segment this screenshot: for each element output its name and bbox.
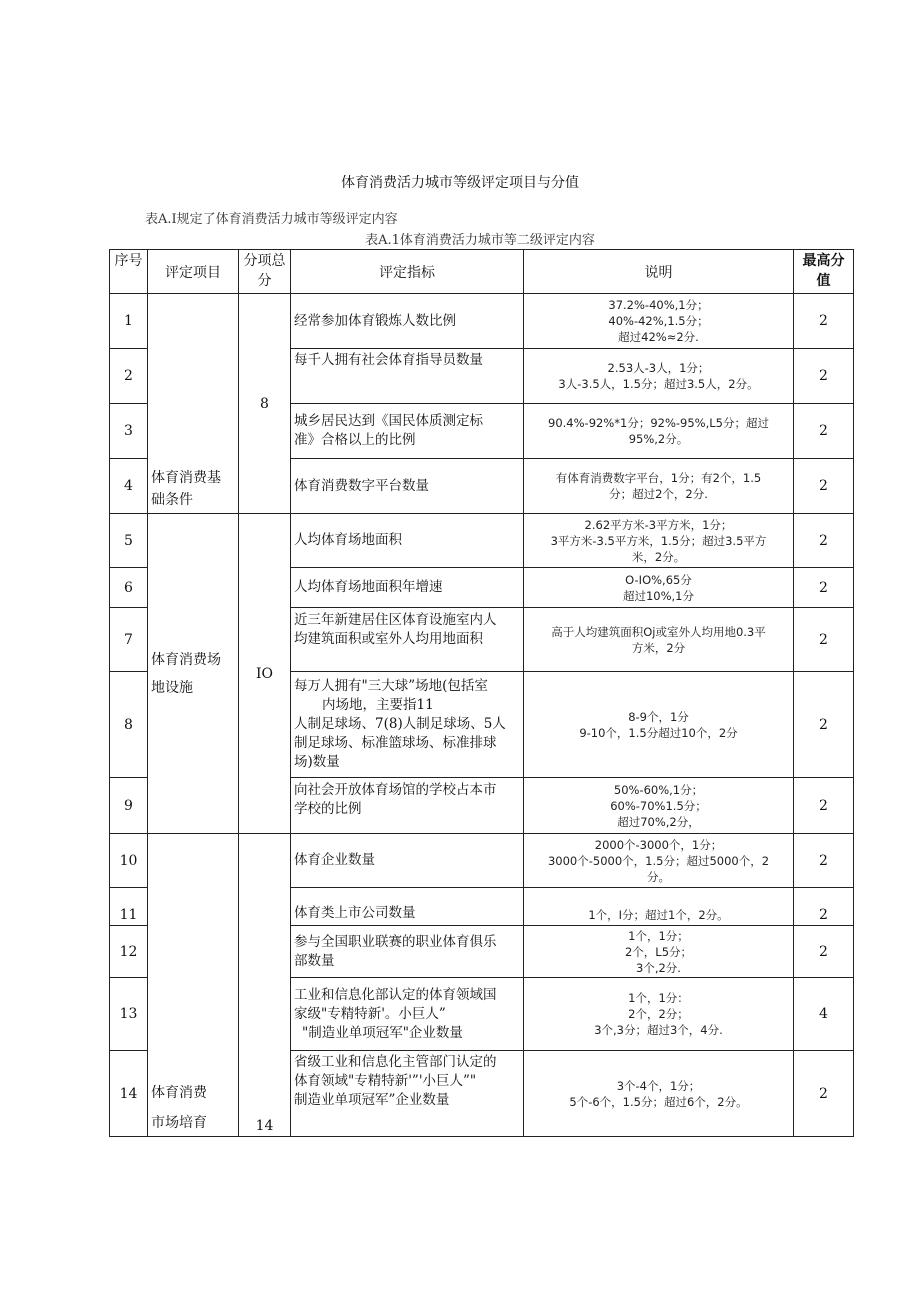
desc-cell: 8-9个，1分 9-10个，1.5分超过10个，2分 <box>524 672 794 778</box>
max-score: 2 <box>794 568 854 608</box>
desc-cell: 1个，I分；超过1个，2分。 <box>524 888 794 926</box>
row-no: 9 <box>110 778 148 834</box>
indicator-cell: 经常参加体育锻炼人数比例 <box>291 294 524 349</box>
header-desc: 说明 <box>524 250 794 294</box>
row-no: 7 <box>110 608 148 672</box>
desc-cell: 2000个-3000个，1分； 3000个-5000个，1.5分；超过5000个，2 分。 <box>524 834 794 888</box>
category-cell: 体育消费基 础条件 <box>148 294 239 514</box>
desc-cell: O-IO%,65分 超过10%,1分 <box>524 568 794 608</box>
indicator-cell: 体育企业数量 <box>291 834 524 888</box>
subtotal-cell: IO <box>239 514 291 834</box>
indicator-cell: 每万人拥有"三大球”场地(包括室 内场地，主要指11 人制足球场、7(8)人制足球场、5人 制足球场、标准篮球场、标准排球 场)数量 <box>291 672 524 778</box>
desc-cell: 1个，1分： 2个，2分； 3个,3分；超过3个，4分. <box>524 978 794 1051</box>
indicator-cell: 人均体育场地面积 <box>291 514 524 568</box>
max-score: 2 <box>794 459 854 514</box>
category-cell: 体育消费 市场培育 <box>148 834 239 1137</box>
max-score: 2 <box>794 608 854 672</box>
header-max: 最高分值 <box>794 250 854 294</box>
indicator-cell: 人均体育场地面积年增速 <box>291 568 524 608</box>
indicator-cell: 省级工业和信息化主管部门认定的 体育领域"专精特新'”'小巨人”" 制造业单项冠军”企业数量 <box>291 1051 524 1137</box>
row-no: 5 <box>110 514 148 568</box>
row-no: 1 <box>110 294 148 349</box>
row-no: 12 <box>110 926 148 978</box>
subtotal-cell: 14 <box>239 834 291 1137</box>
subtotal-cell: 8 <box>239 294 291 514</box>
table-row <box>110 834 854 888</box>
max-score: 2 <box>794 778 854 834</box>
row-no: 11 <box>110 888 148 926</box>
row-no: 10 <box>110 834 148 888</box>
table-row <box>110 514 854 568</box>
indicator-cell: 每千人拥有社会体育指导员数量 <box>291 349 524 404</box>
max-score: 2 <box>794 404 854 459</box>
indicator-cell: 近三年新建居住区体育设施室内人 均建筑面积或室外人均用地面积 <box>291 608 524 672</box>
row-no: 3 <box>110 404 148 459</box>
desc-cell: 3个-4个，1分； 5个-6个，1.5分；超过6个，2分。 <box>524 1051 794 1137</box>
max-score: 4 <box>794 978 854 1051</box>
max-score: 2 <box>794 294 854 349</box>
desc-cell: 2.53人-3人，1分； 3人-3.5人，1.5分；超过3.5人，2分。 <box>524 349 794 404</box>
header-indicator: 评定指标 <box>291 250 524 294</box>
row-no: 6 <box>110 568 148 608</box>
desc-cell: 高于人均建筑面积Oj或室外人均用地0.3平 方米，2分 <box>524 608 794 672</box>
category-cell: 体育消费场 地设施 <box>148 514 239 834</box>
desc-cell: 90.4%-92%*1分；92%-95%,L5分；超过 95%,2分。 <box>524 404 794 459</box>
row-no: 4 <box>110 459 148 514</box>
desc-cell: 2.62平方米-3平方米，1分； 3平方米-3.5平方米，1.5分；超过3.5平方 米，2分。 <box>524 514 794 568</box>
header-row <box>110 250 854 294</box>
max-score: 2 <box>794 349 854 404</box>
desc-cell: 37.2%-40%,1分； 40%-42%,1.5分； 超过42%≈2分. <box>524 294 794 349</box>
table-caption: 表A.1体育消费活力城市等二级评定内容 <box>365 233 595 248</box>
row-no: 14 <box>110 1051 148 1137</box>
row-no: 2 <box>110 349 148 404</box>
indicator-cell: 参与全国职业联赛的职业体育俱乐 部数量 <box>291 926 524 978</box>
document-title: 体育消费活力城市等级评定项目与分值 <box>341 175 579 191</box>
desc-cell: 1个，1分； 2个，L5分； 3个,2分. <box>524 926 794 978</box>
indicator-cell: 工业和信息化部认定的体育领域国 家级"专精特新'。小巨人” "制造业单项冠军"企业数量 <box>291 978 524 1051</box>
max-score: 2 <box>794 926 854 978</box>
header-item: 评定项目 <box>148 250 239 294</box>
indicator-cell: 体育消费数字平台数量 <box>291 459 524 514</box>
max-score: 2 <box>794 888 854 926</box>
header-no: 序号 <box>110 250 148 294</box>
desc-cell: 有体育消费数字平台，1分；有2个，1.5 分；超过2个，2分. <box>524 459 794 514</box>
max-score: 2 <box>794 672 854 778</box>
intro-text: 表A.I规定了体育消费活力城市等级评定内容 <box>145 212 398 227</box>
evaluation-table <box>109 249 854 1137</box>
indicator-cell: 城乡居民达到《国民体质测定标 准》合格以上的比例 <box>291 404 524 459</box>
max-score: 2 <box>794 834 854 888</box>
table-row <box>110 294 854 349</box>
max-score: 2 <box>794 514 854 568</box>
indicator-cell: 向社会开放体育场馆的学校占本市 学校的比例 <box>291 778 524 834</box>
row-no: 8 <box>110 672 148 778</box>
max-score: 2 <box>794 1051 854 1137</box>
indicator-cell: 体育类上市公司数量 <box>291 888 524 926</box>
desc-cell: 50%-60%,1分； 60%-70%1.5分； 超过70%,2分， <box>524 778 794 834</box>
row-no: 13 <box>110 978 148 1051</box>
header-subtotal: 分项总分 <box>239 250 291 294</box>
